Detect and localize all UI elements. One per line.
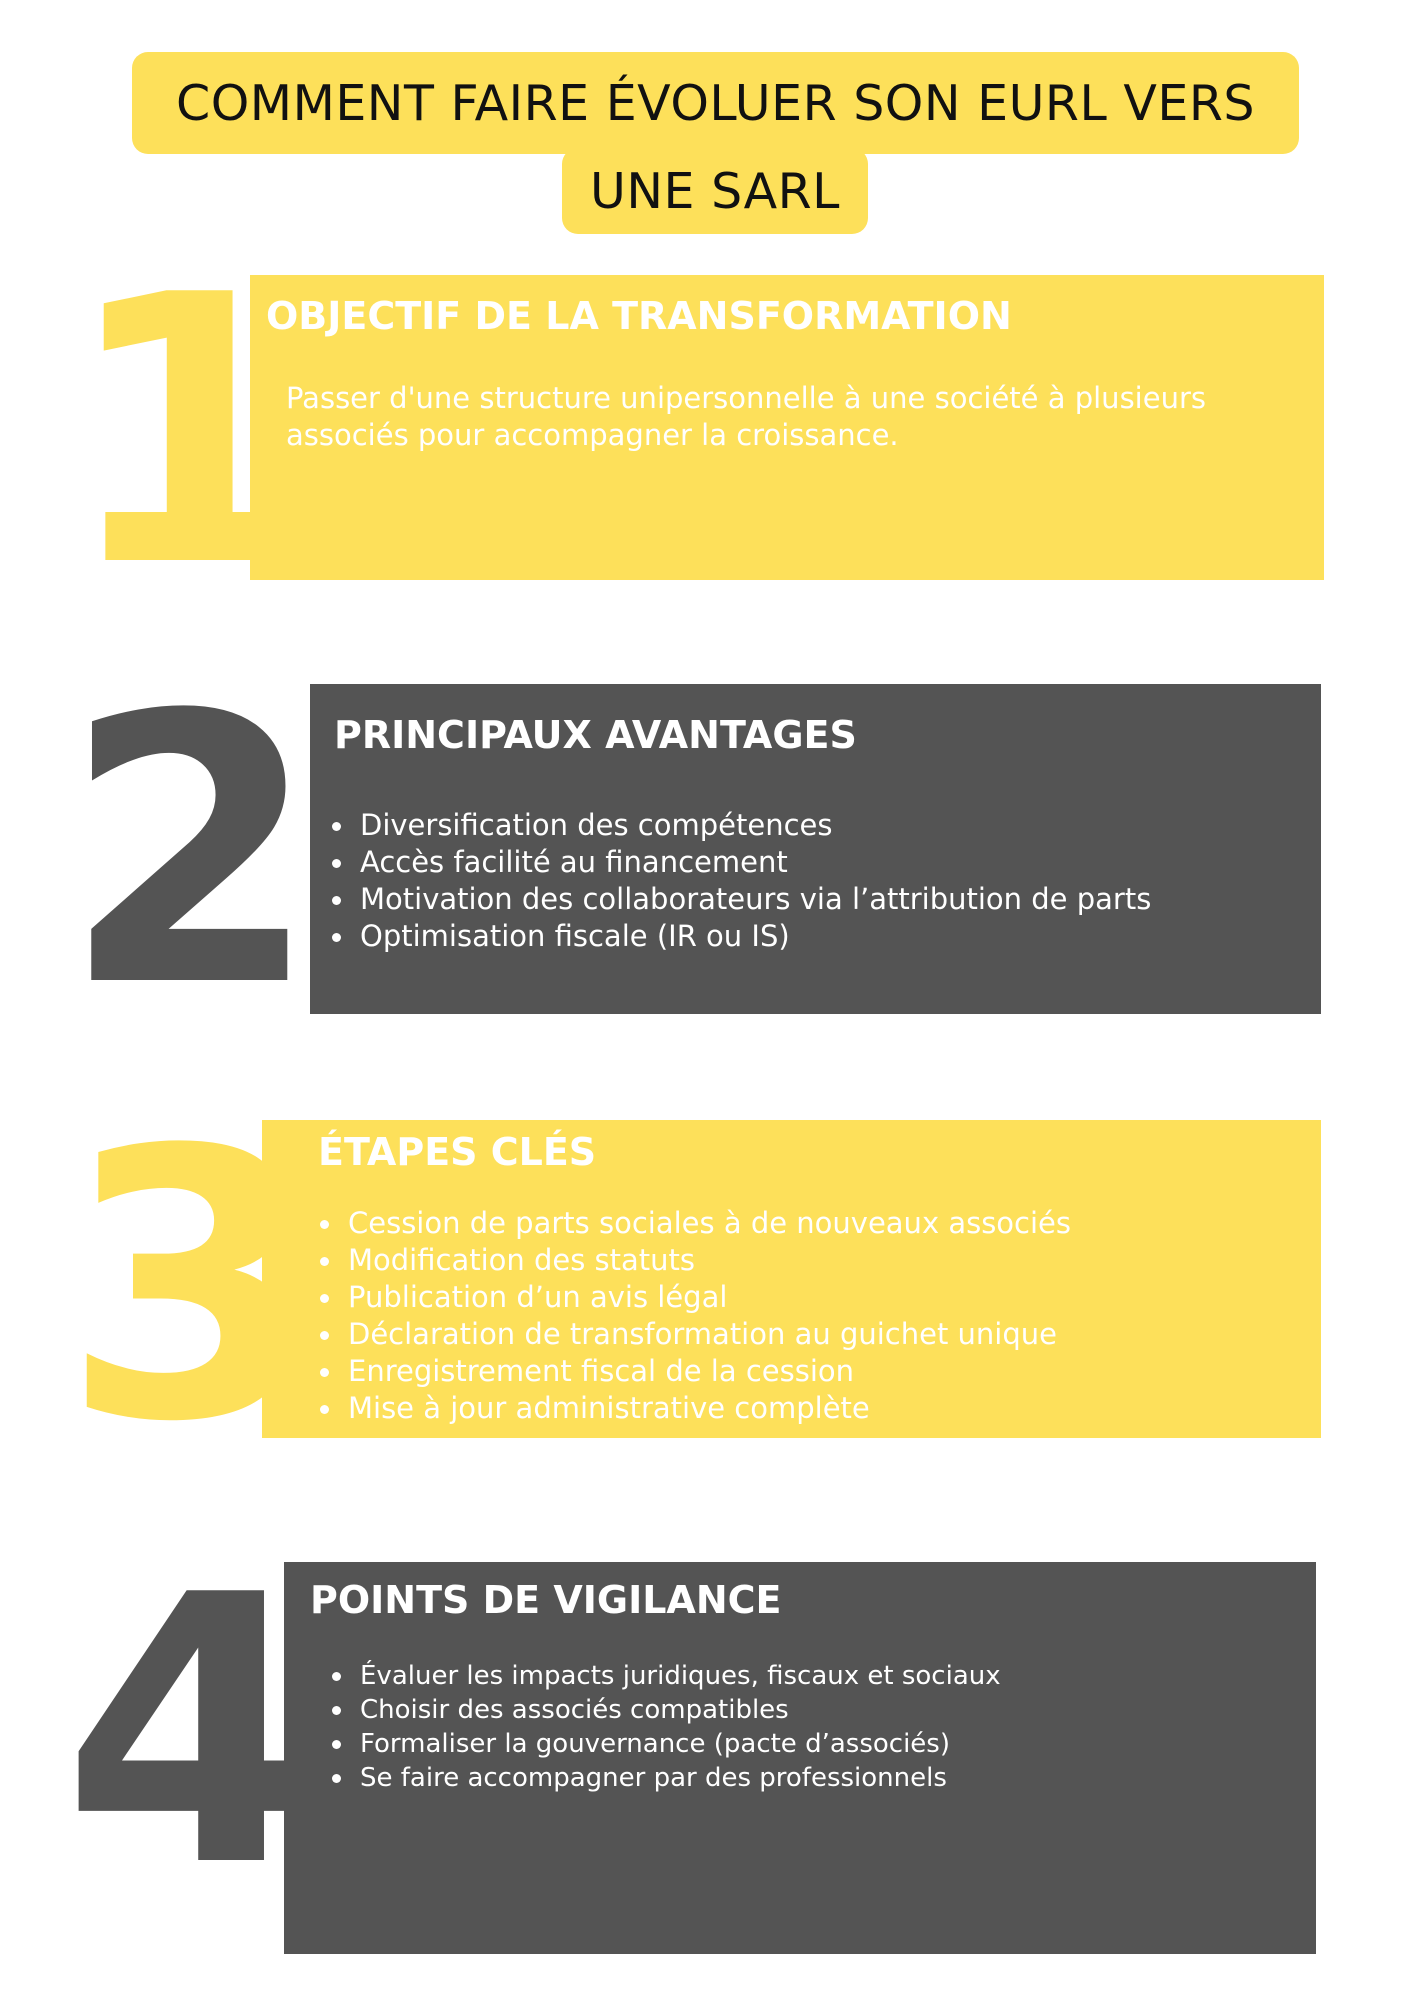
list-item: Motivation des collaborateurs via l’attribution de parts [328, 881, 1151, 918]
section-2-number: 2 [62, 638, 320, 1068]
section-1-text: Passer d'une structure unipersonnelle à une société à plusieurs associés pour accompagner la croissance. [286, 381, 1206, 452]
list-item: Accès facilité au financement [328, 844, 1151, 881]
section-4-number: 4 [62, 1518, 320, 1948]
section-1-number: 1 [62, 218, 310, 648]
section-2-heading: PRINCIPAUX AVANTAGES [334, 713, 857, 757]
section-3-number: 3 [62, 1073, 320, 1503]
list-item: Cession de parts sociales à de nouveaux associés [316, 1205, 1071, 1242]
list-item: Mise à jour administrative complète [316, 1390, 1071, 1427]
page-title-line2: UNE SARL [590, 162, 840, 220]
title-banner-line2 [562, 148, 868, 234]
title-banner-line1 [132, 52, 1299, 154]
section-1-heading: OBJECTIF DE LA TRANSFORMATION [266, 294, 1012, 338]
list-item: Optimisation fiscale (IR ou IS) [328, 918, 1151, 955]
section-3-list [316, 1205, 1071, 1427]
list-item: Enregistrement fiscal de la cession [316, 1353, 1071, 1390]
list-item: Se faire accompagner par des professionnels [328, 1761, 1001, 1795]
list-item: Diversification des compétences [328, 807, 1151, 844]
list-item: Formaliser la gouvernance (pacte d’associés) [328, 1727, 1001, 1761]
list-item: Modification des statuts [316, 1242, 1071, 1279]
section-2-list [328, 807, 1151, 955]
list-item: Évaluer les impacts juridiques, fiscaux et sociaux [328, 1659, 1001, 1693]
page-title-line1: COMMENT FAIRE ÉVOLUER SON EURL VERS [176, 74, 1255, 132]
section-3-heading: ÉTAPES CLÉS [318, 1130, 597, 1174]
section-4-list [328, 1659, 1001, 1795]
section-4-heading: POINTS DE VIGILANCE [310, 1578, 782, 1622]
list-item: Déclaration de transformation au guichet unique [316, 1316, 1071, 1353]
list-item: Choisir des associés compatibles [328, 1693, 1001, 1727]
list-item: Publication d’un avis légal [316, 1279, 1071, 1316]
